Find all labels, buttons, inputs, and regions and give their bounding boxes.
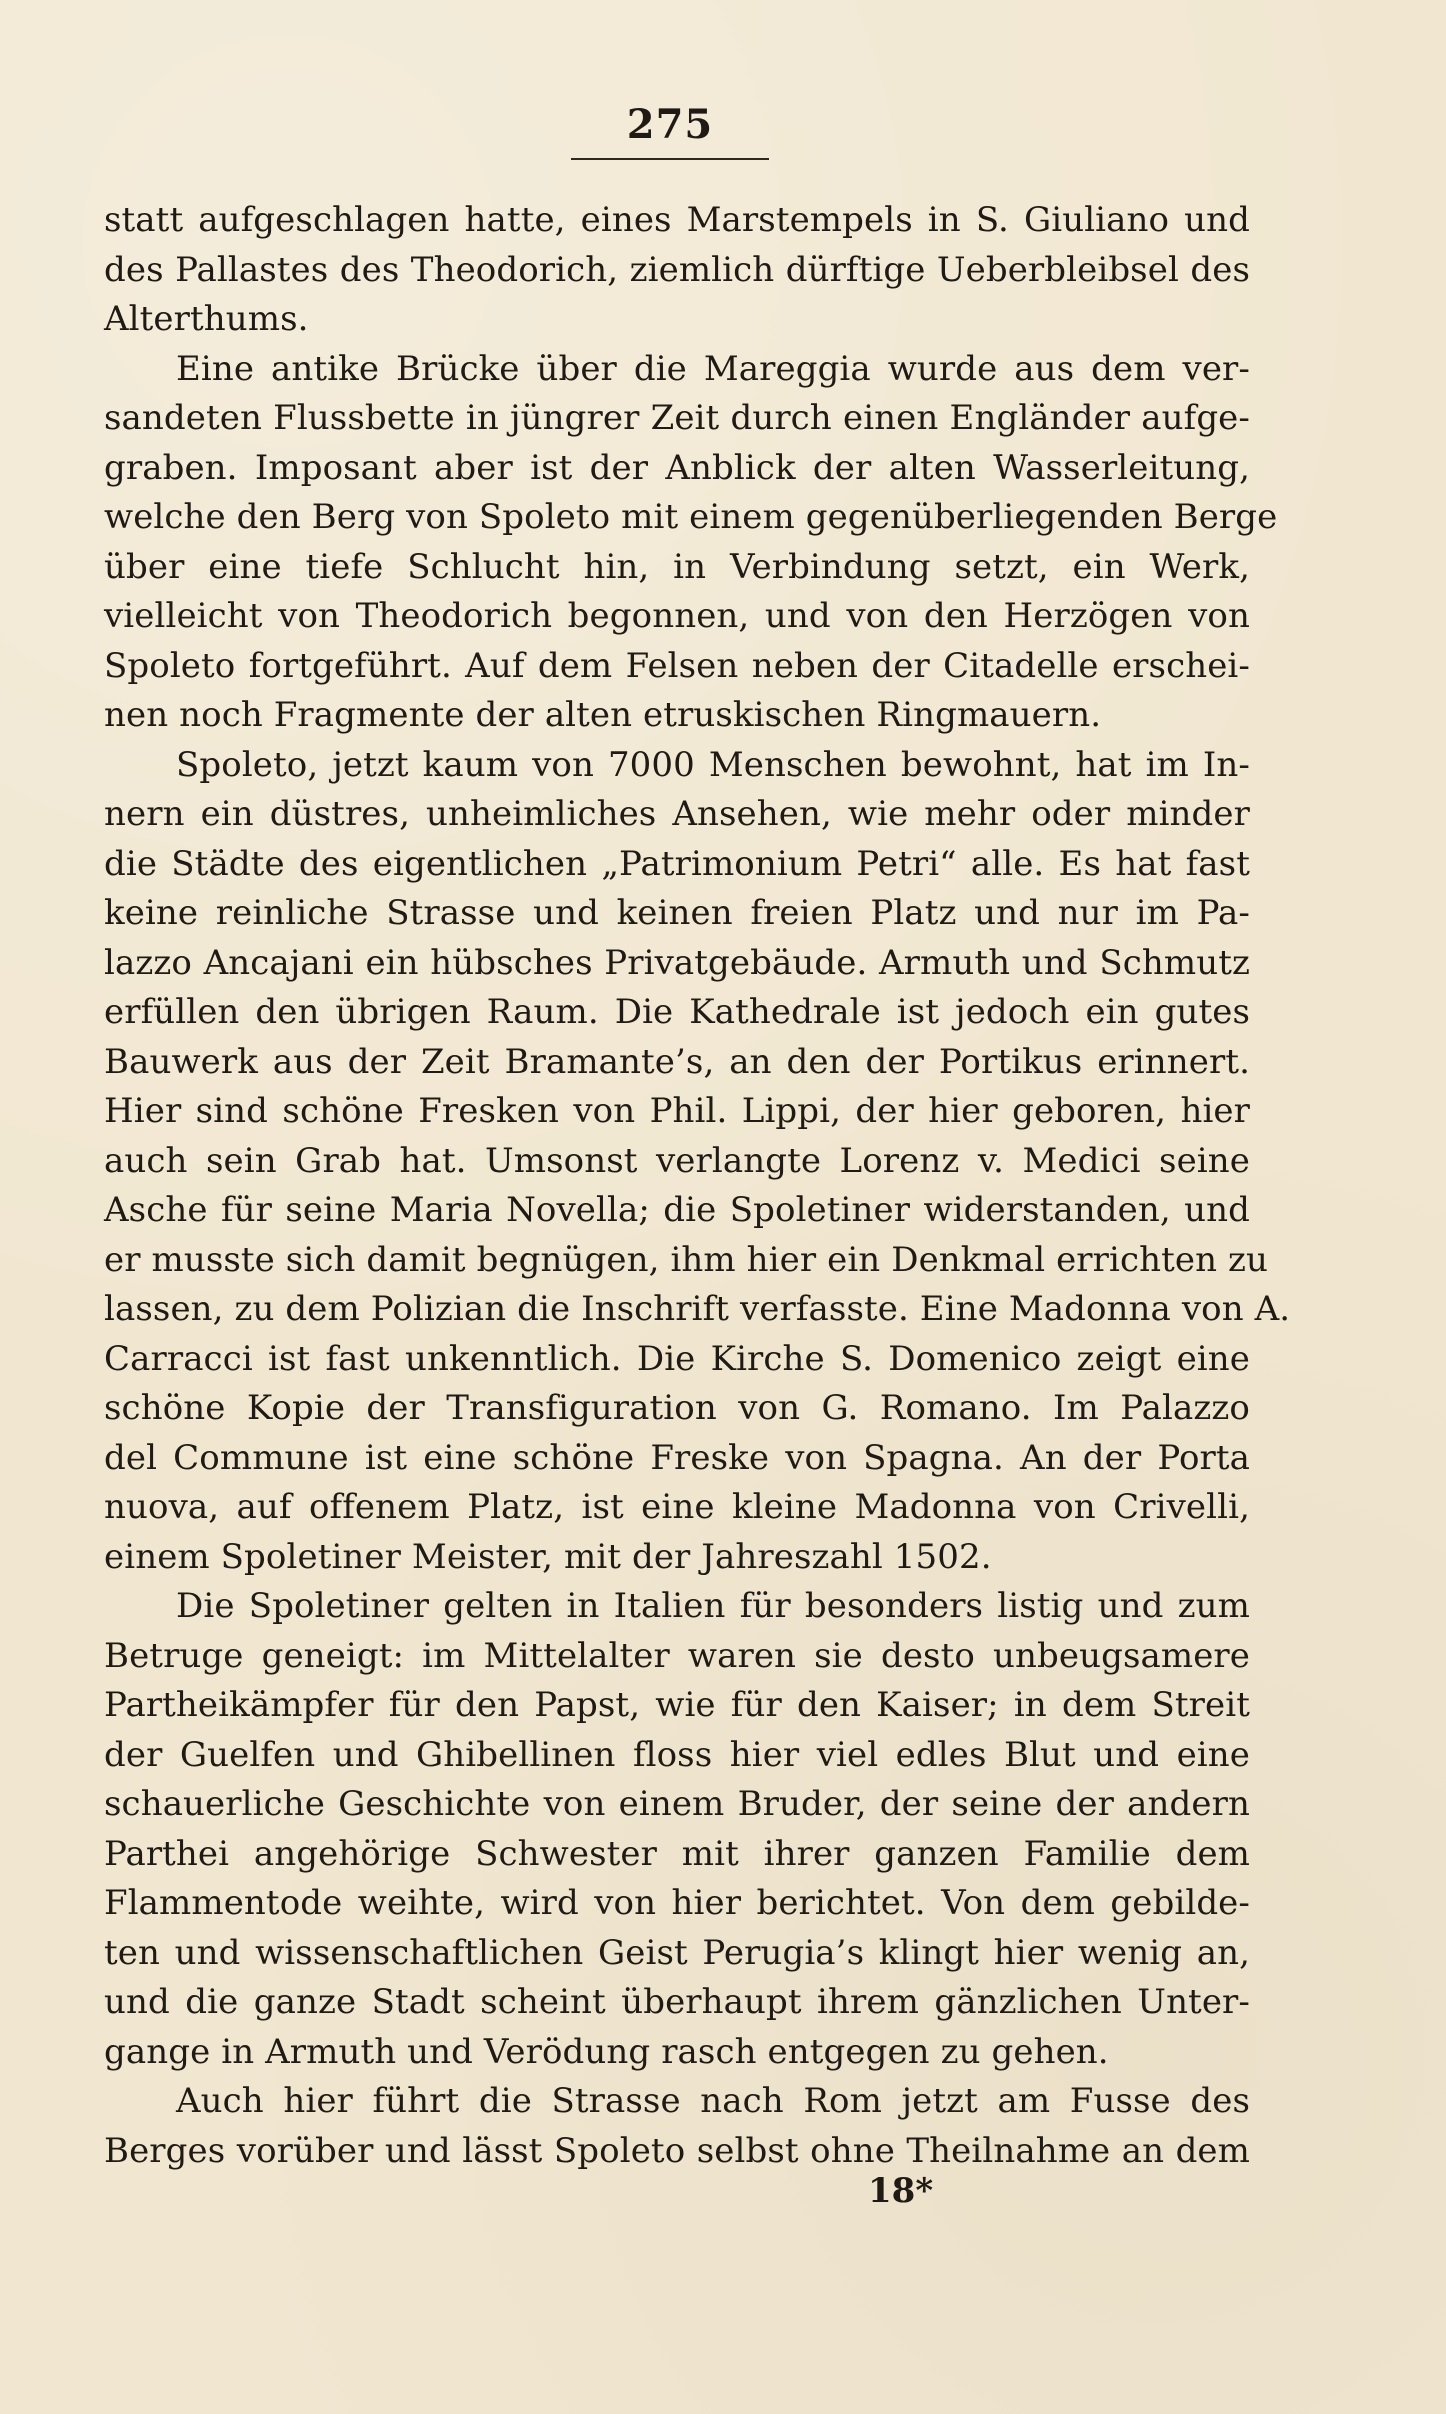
signature-mark: 18* (868, 2171, 934, 2211)
text-line: gange in Armuth und Verödung rasch entgegen zu gehen. (104, 2031, 1109, 2072)
text-line: Hier sind schöne Fresken von Phil. Lippi, der hier geboren, hier (104, 1091, 1250, 1131)
text-line: welche den Berg von Spoleto mit einem gegenüberliegenden Berge (104, 497, 1278, 537)
text-line: schöne Kopie der Transfiguration von G. Romano. Im Palazzo (104, 1388, 1250, 1428)
text-line: er musste sich damit begnügen, ihm hier ein Denkmal errichten zu (104, 1239, 1269, 1280)
page-number: 275 (626, 101, 714, 148)
text-line: Die Spoletiner gelten in Italien für besonders listig und zum (176, 1586, 1250, 1626)
text-line: Parthei angehörige Schwester mit ihrer ganzen Familie dem (104, 1833, 1250, 1874)
text-line: Eine antike Brücke über die Mareggia wurde aus dem ver- (176, 348, 1250, 389)
text-line: Berges vorüber und lässt Spoleto selbst ohne Theilnahme an dem (104, 2130, 1250, 2171)
body-text (104, 196, 1291, 2176)
text-line: Bauwerk aus der Zeit Bramante’s, an den der Portikus erinnert. (104, 1041, 1250, 1082)
text-line: Spoleto, jetzt kaum von 7000 Menschen bewohnt, hat im In- (176, 744, 1250, 785)
text-line: Asche für seine Maria Novella; die Spoletiner widerstanden, und (104, 1190, 1250, 1230)
text-line: ten und wissenschaftlichen Geist Perugia’s klingt hier wenig an, (104, 1932, 1250, 1973)
text-line: schauerliche Geschichte von einem Bruder, der seine der andern (104, 1784, 1250, 1824)
text-line: nuova, auf offenem Platz, ist eine kleine Madonna von Crivelli, (104, 1487, 1250, 1527)
text-line: Flammentode weihte, wird von hier berichtet. Von dem gebilde- (104, 1883, 1250, 1923)
text-line: lazzo Ancajani ein hübsches Privatgebäude. Armuth und Schmutz (104, 942, 1250, 983)
text-line: auch sein Grab hat. Umsonst verlangte Lorenz v. Medici seine (104, 1140, 1250, 1181)
header-rule (571, 158, 769, 160)
page-header (570, 101, 770, 160)
text-line: erfüllen den übrigen Raum. Die Kathedrale ist jedoch ein gutes (104, 992, 1250, 1032)
text-line: Alterthums. (104, 299, 309, 339)
text-line: nern ein düstres, unheimliches Ansehen, wie mehr oder minder (104, 794, 1250, 834)
text-line: lassen, zu dem Polizian die Inschrift verfasste. Eine Madonna von A. (104, 1289, 1291, 1329)
text-line: sandeten Flussbette in jüngrer Zeit durch einen Engländer aufge- (104, 398, 1250, 438)
text-line: Betruge geneigt: im Mittelalter waren sie desto unbeugsamere (104, 1635, 1250, 1676)
text-line: nen noch Fragmente der alten etruskischen Ringmauern. (104, 695, 1102, 735)
text-line: graben. Imposant aber ist der Anblick der alten Wasserleitung, (104, 447, 1250, 488)
text-line: statt aufgeschlagen hatte, eines Marstempels in S. Giuliano und (104, 200, 1250, 240)
text-line: über eine tiefe Schlucht hin, in Verbindung setzt, ein Werk, (104, 546, 1250, 587)
text-line: Carracci ist fast unkenntlich. Die Kirche S. Domenico zeigt eine (104, 1338, 1250, 1379)
text-line: die Städte des eigentlichen „Patrimonium Petri“ alle. Es hat fast (104, 843, 1250, 884)
text-line: vielleicht von Theodorich begonnen, und von den Herzögen von (104, 596, 1250, 636)
text-line: einem Spoletiner Meister, mit der Jahreszahl 1502. (104, 1536, 992, 1577)
text-line: des Pallastes des Theodorich, ziemlich dürftige Ueberbleibsel des (104, 249, 1250, 290)
text-line: keine reinliche Strasse und keinen freien Platz und nur im Pa- (104, 893, 1250, 933)
text-line: del Commune ist eine schöne Freske von Spagna. An der Porta (104, 1437, 1250, 1478)
text-line: Partheikämpfer für den Papst, wie für den Kaiser; in dem Streit (104, 1685, 1250, 1725)
text-line: der Guelfen und Ghibellinen floss hier viel edles Blut und eine (104, 1734, 1250, 1775)
text-line: Spoleto fortgeführt. Auf dem Felsen neben der Citadelle erschei- (104, 645, 1250, 686)
text-line: Auch hier führt die Strasse nach Rom jetzt am Fusse des (176, 2081, 1250, 2121)
text-line: und die ganze Stadt scheint überhaupt ihrem gänzlichen Unter- (104, 1982, 1250, 2022)
